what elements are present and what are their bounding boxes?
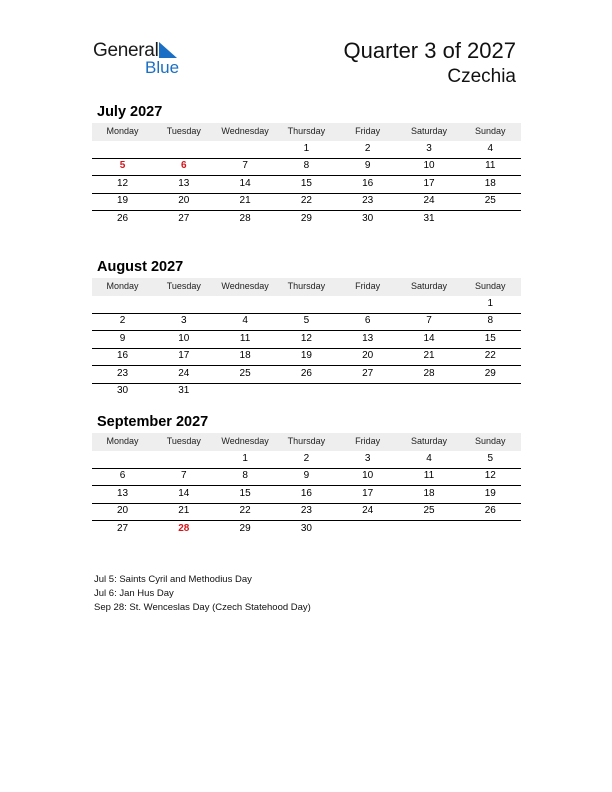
date-cell: 16 (362, 177, 374, 189)
weekday-label: Monday (106, 436, 139, 446)
holiday-date: 28 (178, 522, 190, 534)
date-cell: 23 (116, 367, 129, 379)
weekday-header (92, 278, 521, 296)
date-cell: 16 (116, 350, 129, 362)
date-cell: 18 (484, 177, 496, 189)
holiday-date: 5 (119, 160, 126, 172)
date-cell: 4 (426, 453, 432, 464)
week-row (92, 503, 521, 521)
weekday-label: Wednesday (221, 126, 269, 136)
logo-word-blue: Blue (145, 58, 180, 77)
date-cell: 21 (423, 350, 435, 362)
date-cell: 19 (116, 195, 129, 207)
date-cell: 30 (362, 212, 374, 224)
week-row (92, 296, 521, 314)
date-cell: 8 (487, 315, 494, 327)
date-cell: 13 (178, 177, 190, 189)
weekday-label: Tuesday (166, 436, 201, 446)
week-row (92, 366, 521, 384)
holiday-note: Sep 28: St. Wenceslas Day (Czech Statehood Day) (94, 602, 311, 613)
weekday-header (92, 433, 521, 451)
country-name: Czechia (447, 66, 516, 87)
date-cell: 13 (362, 332, 374, 344)
date-cell: 24 (362, 505, 374, 517)
week-row (92, 451, 521, 469)
date-cell: 24 (423, 195, 435, 207)
holiday-note: Jul 5: Saints Cyril and Methodius Day (94, 574, 252, 585)
date-cell: 15 (239, 487, 251, 499)
date-cell: 30 (116, 385, 129, 396)
date-cell: 26 (116, 212, 129, 224)
week-row (92, 486, 521, 504)
date-cell: 23 (362, 195, 374, 207)
date-cell: 2 (303, 453, 310, 464)
week-row (92, 313, 521, 331)
weekday-label: Wednesday (221, 281, 269, 291)
week-row (92, 211, 521, 228)
date-cell: 3 (364, 453, 371, 464)
date-cell: 19 (484, 487, 496, 499)
date-cell: 11 (485, 160, 496, 172)
date-cell: 8 (303, 160, 310, 172)
weekday-label: Tuesday (166, 126, 201, 136)
date-cell: 30 (300, 522, 312, 534)
date-cell: 4 (487, 143, 494, 154)
date-cell: 31 (423, 212, 435, 224)
weekday-label: Friday (355, 436, 381, 446)
date-cell: 25 (423, 505, 435, 517)
month-title: July 2027 (97, 104, 163, 120)
date-cell: 14 (178, 487, 190, 499)
date-cell: 2 (119, 315, 126, 327)
date-cell: 3 (181, 315, 187, 327)
date-cell: 24 (178, 367, 190, 379)
date-cell: 5 (303, 315, 310, 327)
date-cell: 17 (362, 487, 374, 499)
date-cell: 6 (119, 470, 126, 482)
logo-triangle-icon (159, 42, 177, 58)
date-cell: 7 (181, 470, 187, 482)
date-cell: 9 (303, 470, 310, 482)
date-cell: 22 (300, 195, 312, 207)
date-cell: 13 (116, 487, 129, 499)
date-cell: 17 (178, 350, 190, 362)
week-row (92, 141, 521, 159)
date-cell: 3 (426, 143, 432, 154)
date-cell: 22 (239, 505, 251, 517)
week-row (92, 176, 521, 194)
weekday-header (92, 123, 521, 141)
date-cell: 4 (242, 315, 248, 327)
weekday-label: Saturday (410, 436, 448, 446)
month-title: September 2027 (97, 414, 209, 430)
date-cell: 11 (423, 470, 435, 482)
date-cell: 15 (300, 177, 312, 189)
date-cell: 25 (484, 195, 496, 207)
date-cell: 19 (300, 350, 312, 362)
date-cell: 1 (303, 143, 310, 154)
week-row (92, 193, 521, 211)
date-cell: 20 (116, 505, 129, 517)
week-row (92, 348, 521, 366)
date-cell: 27 (116, 522, 129, 534)
weekday-label: Thursday (287, 126, 326, 136)
holiday-notes (94, 573, 311, 615)
date-cell: 6 (364, 315, 371, 327)
date-cell: 20 (362, 350, 374, 362)
weekday-label: Sunday (475, 436, 506, 446)
week-row (92, 383, 521, 400)
date-cell: 12 (484, 470, 496, 482)
date-cell: 25 (239, 367, 251, 379)
date-cell: 14 (423, 332, 435, 344)
date-cell: 9 (119, 332, 126, 344)
weekday-label: Saturday (410, 281, 448, 291)
date-cell: 31 (178, 385, 190, 396)
weekday-label: Saturday (410, 126, 448, 136)
date-cell: 12 (116, 177, 129, 189)
date-cell: 1 (242, 453, 248, 464)
week-row (92, 468, 521, 486)
weekday-label: Sunday (475, 126, 506, 136)
weekday-label: Sunday (475, 281, 506, 291)
holiday-date: 6 (181, 160, 187, 172)
date-cell: 27 (178, 212, 190, 224)
week-row (92, 521, 521, 538)
date-cell: 18 (239, 350, 251, 362)
date-cell: 15 (484, 332, 496, 344)
date-cell: 26 (484, 505, 496, 517)
weekday-label: Tuesday (166, 281, 201, 291)
date-cell: 10 (362, 470, 374, 482)
weekday-label: Monday (106, 126, 139, 136)
date-cell: 1 (487, 298, 494, 309)
month-title: August 2027 (97, 259, 184, 275)
date-cell: 8 (242, 470, 248, 482)
date-cell: 28 (239, 212, 251, 224)
date-cell: 26 (300, 367, 312, 379)
date-cell: 10 (178, 332, 190, 344)
date-cell: 11 (239, 332, 251, 344)
date-cell: 2 (364, 143, 371, 154)
date-cell: 12 (300, 332, 312, 344)
date-cell: 29 (484, 367, 496, 379)
logo-word-general: General (93, 40, 159, 61)
page-title: Quarter 3 of 2027 (343, 38, 516, 63)
date-cell: 27 (362, 367, 374, 379)
date-cell: 20 (178, 195, 190, 207)
date-cell: 7 (242, 160, 248, 172)
date-cell: 29 (300, 212, 312, 224)
date-cell: 18 (423, 487, 435, 499)
weekday-label: Wednesday (221, 436, 269, 446)
date-cell: 5 (487, 453, 494, 464)
weekday-label: Thursday (287, 436, 326, 446)
weekday-label: Friday (355, 126, 381, 136)
date-cell: 7 (426, 315, 432, 327)
holiday-note: Jul 6: Jan Hus Day (94, 588, 174, 599)
date-cell: 22 (484, 350, 496, 362)
week-row (92, 331, 521, 349)
date-cell: 17 (423, 177, 435, 189)
date-cell: 16 (300, 487, 312, 499)
weekday-label: Monday (106, 281, 139, 291)
logo (93, 40, 193, 80)
date-cell: 23 (300, 505, 312, 517)
date-cell: 14 (239, 177, 251, 189)
date-cell: 21 (178, 505, 190, 517)
date-cell: 9 (364, 160, 371, 172)
date-cell: 28 (423, 367, 435, 379)
date-cell: 29 (239, 522, 251, 534)
date-cell: 21 (239, 195, 251, 207)
weekday-label: Friday (355, 281, 381, 291)
week-row (92, 158, 521, 176)
date-cell: 10 (423, 160, 435, 172)
weekday-label: Thursday (287, 281, 326, 291)
